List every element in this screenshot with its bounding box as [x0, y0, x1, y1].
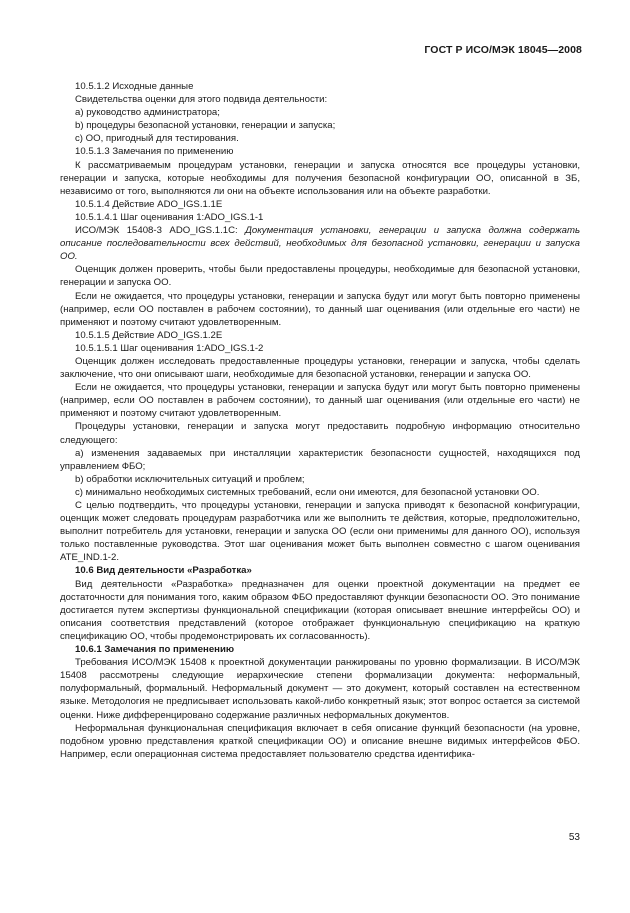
paragraph: С целью подтвердить, что процедуры установки, генерации и запуска приводят к безопасной конфигурации, оценщик может следовать процедурам разработчика или же выполнить те действия, которые, предположительно, выполнит потребитель для установки, генерации и запуска ОО (если они применимы для данного ОО), используя только поставленные руководства. Этот шаг оценивания может быть выполнен совместно с шагом оценивания ATE_IND.1-2.	[60, 500, 580, 564]
paragraph	[60, 224, 580, 263]
list-item: a) руководство администратора;	[75, 107, 220, 119]
standard-header: ГОСТ Р ИСО/МЭК 18045—2008	[424, 44, 582, 56]
paragraph: Свидетельства оценки для этого подвида деятельности:	[75, 94, 328, 106]
document-body	[60, 80, 580, 761]
section-heading: 10.5.1.3 Замечания по применению	[75, 146, 234, 158]
paragraph: Процедуры установки, генерации и запуска могут предоставить подробную информацию относительно следующего:	[60, 421, 580, 446]
paragraph: Неформальная функциональная спецификация включает в себя описание функций безопасности (на уровне, подобном уровню представления краткой спецификации ОО) и описание внешне видимых интерфейсов ФБО. Например, если операционная система предоставляет пользователю средства идентифика-	[60, 722, 580, 760]
list-item: c) ОО, пригодный для тестирования.	[75, 133, 239, 145]
paragraph: Оценщик должен проверить, чтобы были предоставлены процедуры, необходимые для безопасной установки, генерации и запуска ОО.	[60, 264, 580, 289]
section-heading: 10.5.1.5.1 Шаг оценивания 1:ADO_IGS.1-2	[75, 342, 264, 354]
section-heading: 10.5.1.2 Исходные данные	[75, 81, 194, 92]
paragraph: Оценщик должен исследовать предоставленные процедуры установки, генерации и запуска, чтобы сделать заключение, что они описывают шаги, необходимые для безопасной установки, генерации и запуска ОО.	[60, 355, 580, 381]
list-item: b) процедуры безопасной установки, генерации и запуска;	[75, 120, 336, 132]
requirement-reference: ИСО/МЭК 15408-3 ADO_IGS.1.1C:	[75, 225, 246, 237]
section-title: 10.6.1 Замечания по применению	[75, 644, 235, 656]
section-heading: 10.5.1.4.1 Шаг оценивания 1:ADO_IGS.1-1	[75, 211, 264, 223]
section-heading: 10.5.1.5 Действие ADO_IGS.1.2E	[75, 329, 223, 341]
list-item: c) минимально необходимых системных требований, если они имеются, для безопасной установки ОО.	[75, 486, 540, 498]
paragraph: Если не ожидается, что процедуры установки, генерации и запуска будут или могут быть повторно применены (например, если ОО поставлен в рабочем состоянии), то данный шаг оценивания (или отдельные его части) не применяют и поэтому считают удовлетворенным.	[60, 382, 580, 420]
section-title: 10.6 Вид деятельности «Разработка»	[75, 565, 252, 577]
page-number: 53	[568, 832, 580, 843]
list-item: b) обработки исключительных ситуаций и проблем;	[75, 473, 305, 485]
section-heading: 10.5.1.4 Действие ADO_IGS.1.1E	[75, 198, 223, 210]
list-item: a) изменения задаваемых при инсталляции характеристик безопасности сущностей, находящихся под управлением ФБО;	[60, 447, 580, 472]
requirement-text: Документация установки, генерации и запуска должна содержать описание последовательности всех действий, необходимых для безопасной установки, генерации и запуска ОО.	[60, 225, 580, 263]
paragraph: К рассматриваемым процедурам установки, генерации и запуска относятся все процедуры установки, генерации и запуска, которые необходимы для получения безопасной конфигурации ОО, описанной в ЗБ, независимо от того, выполняются ли они на объекте использования или на объекте разработки.	[60, 159, 580, 197]
paragraph: Вид деятельности «Разработка» предназначен для оценки проектной документации на предмет ее достаточности для понимания того, каким образом ФБО предоставляют функции безопасности ОО. Это понимание достигается путем экспертизы функциональной спецификации (которая описывает внешние интерфейсы ОО) и описания соответствия представлений (которое отображает функциональную спецификацию на краткую спецификацию ОО, чтобы продемонстрировать их согласованность).	[60, 578, 580, 642]
paragraph: Если не ожидается, что процедуры установки, генерации и запуска будут или могут быть повторно применены (например, если ОО поставлен в рабочем состоянии), то данный шаг оценивания (или отдельные его части) не применяют и поэтому считают удовлетворенным.	[60, 290, 580, 328]
paragraph: Требования ИСО/МЭК 15408 к проектной документации ранжированы по уровню формализации. В ИСО/МЭК 15408 рассмотрены следующие иерархические степени формализации документа: неформальный, полуформальный, формальный. Неформальный документ — это документ, который составлен на естественном языке. Методология не предписывает использовать какой-либо конкретный язык; этот вопрос остается за системой оценки. Ниже дифференцировано содержание различных неформальных документов.	[60, 657, 580, 721]
